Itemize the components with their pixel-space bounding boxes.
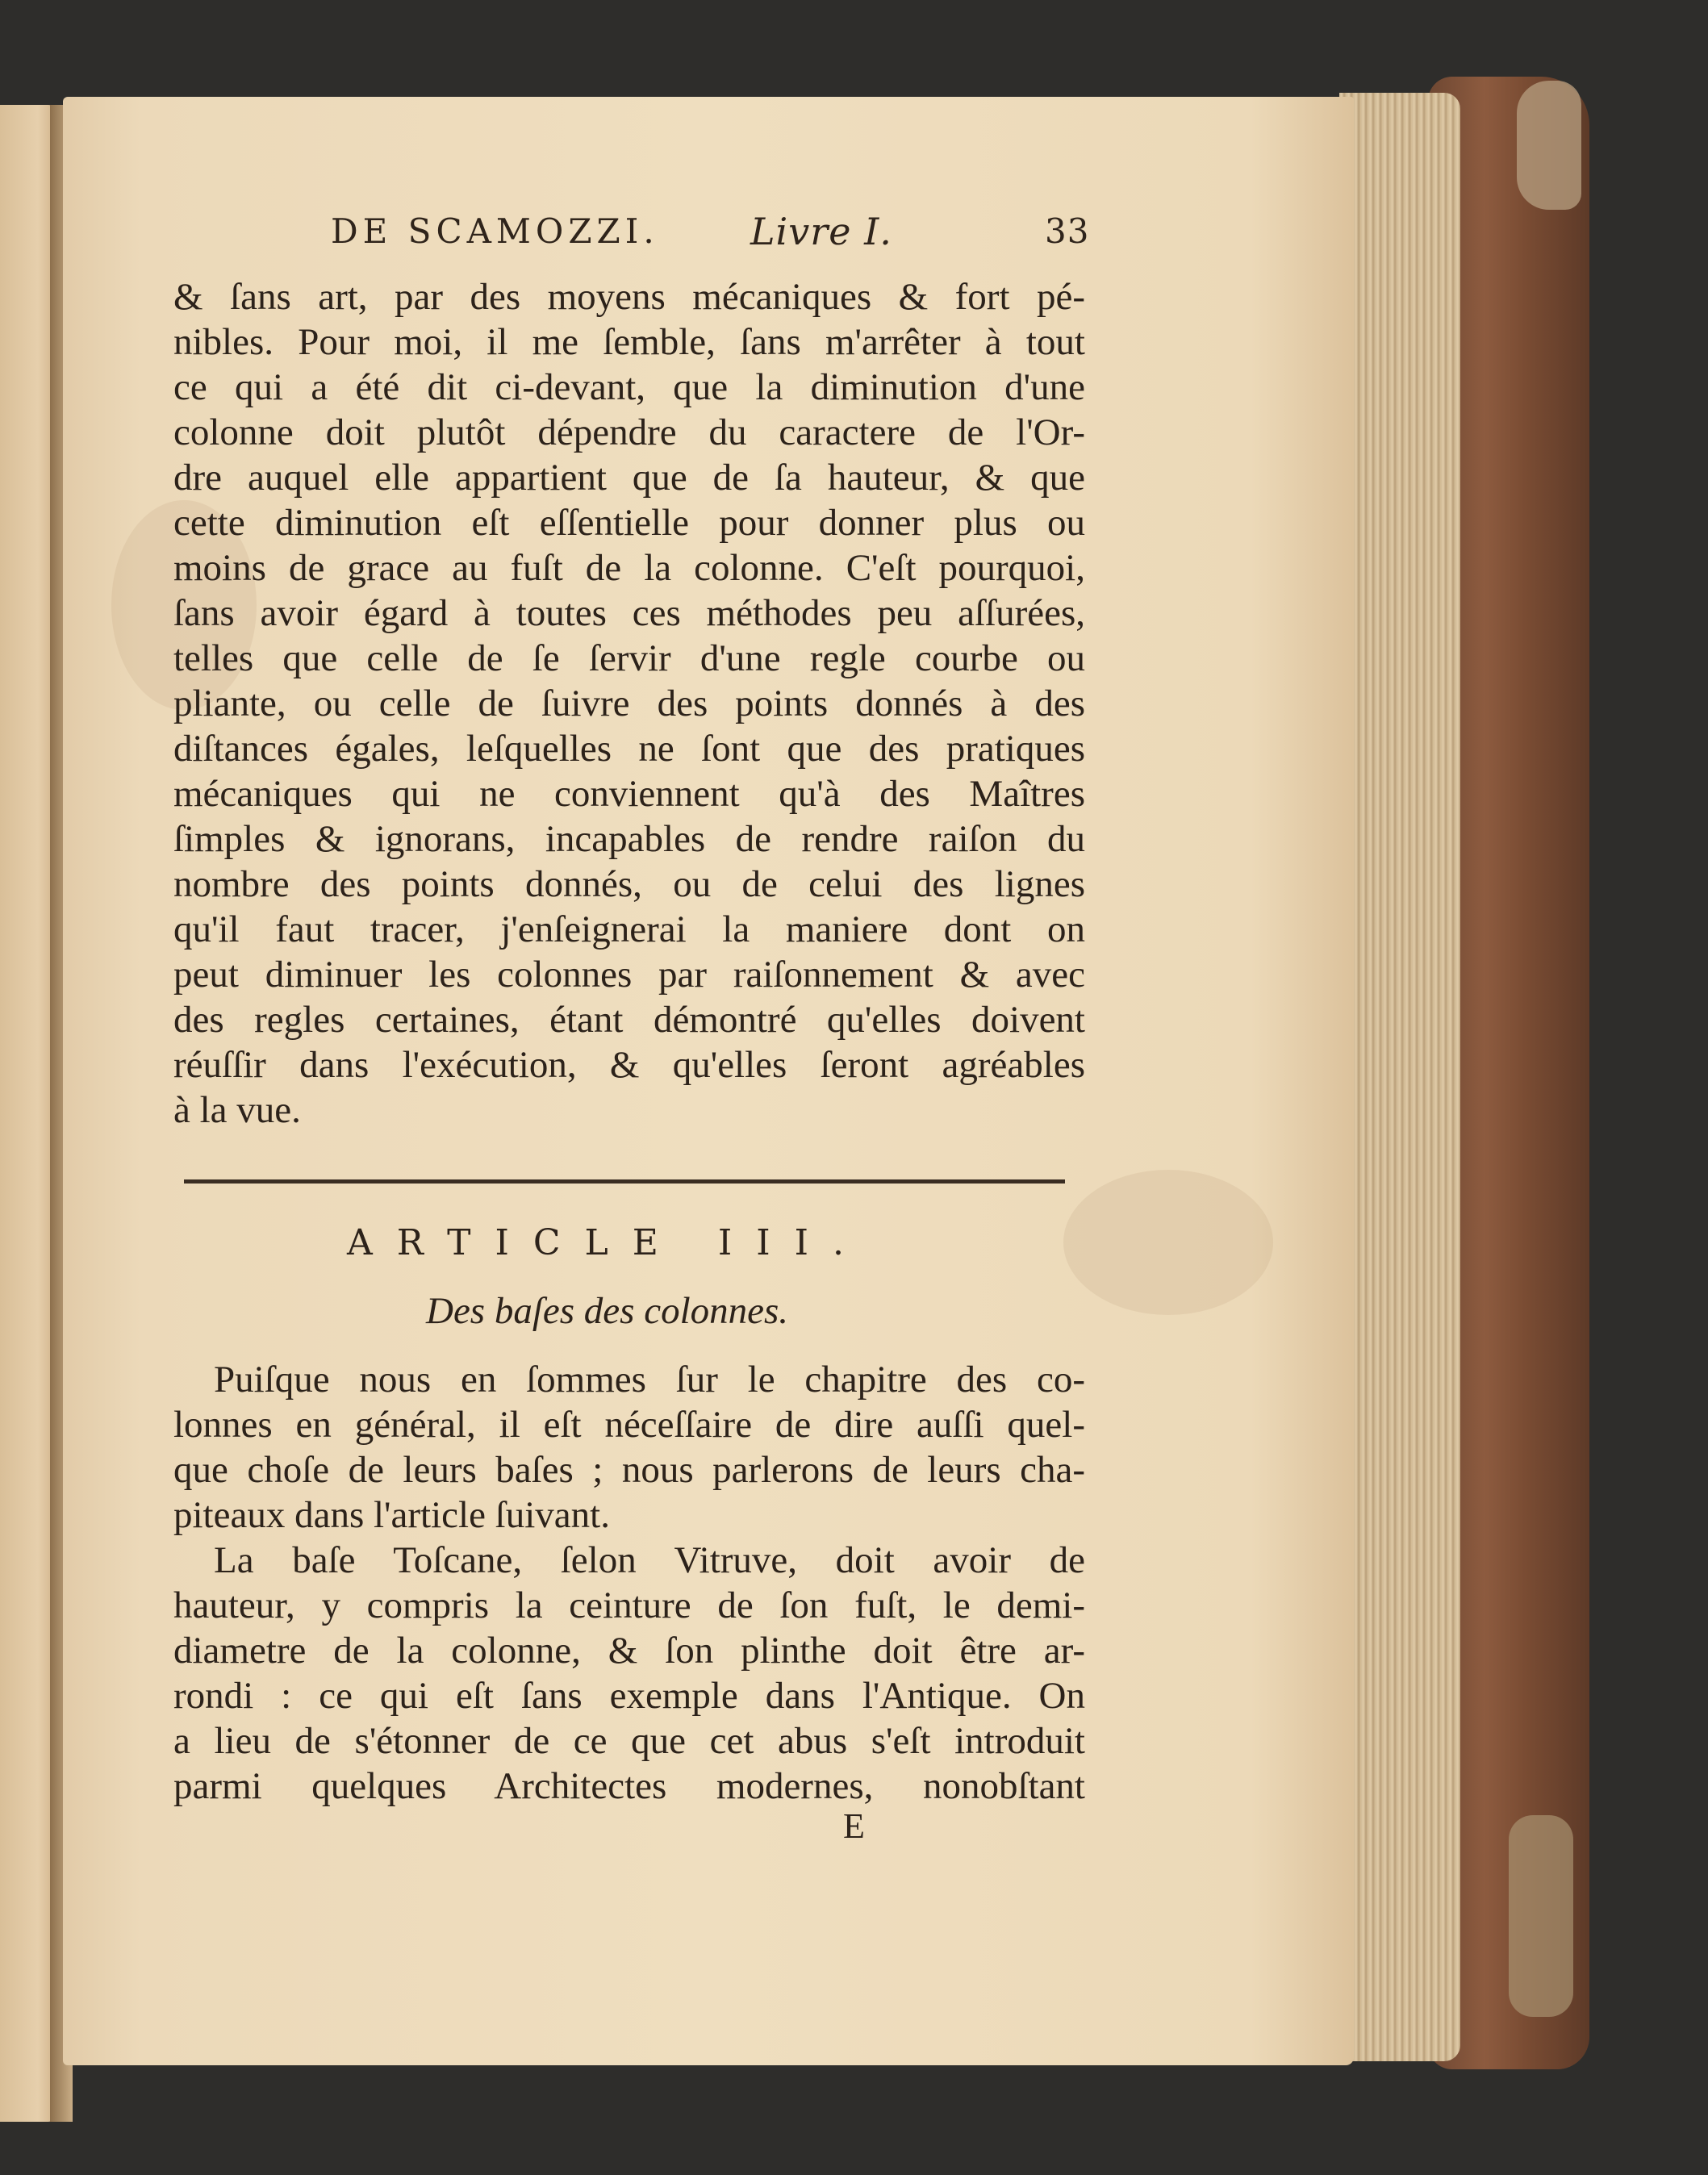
text-line: telles que celle de ſe ſervir d'une regle courbe ou — [173, 637, 1085, 679]
text-line: à la vue. — [173, 1089, 301, 1131]
cover-wear-top — [1517, 81, 1581, 210]
text-line: parmi quelques Architectes modernes, nonobſtant — [173, 1765, 1085, 1807]
running-head-title: DE SCAMOZZI. — [331, 211, 659, 251]
article-subtitle: Des baſes des colonnes. — [426, 1290, 789, 1332]
text-line: ce qui a été dit ci-devant, que la diminution d'une — [173, 366, 1085, 408]
text-line: a lieu de s'étonner de ce que cet abus s'eſt introduit — [173, 1720, 1085, 1762]
text-line: lonnes en général, il eſt néceſſaire de dire auſſi quel- — [173, 1404, 1085, 1446]
text-line: nibles. Pour moi, il me ſemble, ſans m'arrêter à tout — [173, 321, 1085, 363]
page-stack-edges — [1339, 93, 1460, 2061]
text-line: mécaniques qui ne conviennent qu'à des Maîtres — [173, 773, 1085, 815]
text-line: diametre de la colonne, & ſon plinthe doit être ar- — [173, 1630, 1085, 1672]
text-line: nombre des points donnés, ou de celui des lignes — [173, 863, 1085, 905]
signature-mark: E — [843, 1806, 865, 1846]
text-line: diſtances égales, leſquelles ne ſont que des pratiques — [173, 728, 1085, 770]
text-line: & ſans art, par des moyens mécaniques & fort pé- — [173, 276, 1085, 318]
running-head — [331, 211, 1089, 260]
text-line: que choſe de leurs baſes ; nous parlerons de leurs cha- — [173, 1449, 1085, 1491]
text-line: réuſſir dans l'exécution, & qu'elles ſeront agréables — [173, 1044, 1085, 1086]
text-line: moins de grace au fuſt de la colonne. C'eſt pourquoi, — [173, 547, 1085, 589]
text-line: pliante, ou celle de ſuivre des points donnés à des — [173, 683, 1085, 724]
text-line: peut diminuer les colonnes par raiſonnement & avec — [173, 954, 1085, 996]
text-line: cette diminution eſt eſſentielle pour donner plus ou — [173, 502, 1085, 544]
text-line: rondi : ce qui eſt ſans exemple dans l'Antique. On — [173, 1675, 1085, 1717]
text-line: Puiſque nous en ſommes ſur le chapitre des co- — [214, 1359, 1085, 1401]
cover-wear-bottom — [1509, 1815, 1573, 2017]
text-line: qu'il faut tracer, j'enſeignerai la maniere dont on — [173, 908, 1085, 950]
text-line: des regles certaines, étant démontré qu'elles doivent — [173, 999, 1085, 1041]
paper-stain — [1063, 1170, 1273, 1315]
section-rule — [184, 1179, 1065, 1184]
text-line: ſans avoir égard à toutes ces méthodes peu aſſurées, — [173, 592, 1085, 634]
running-head-book: Livre I. — [750, 210, 892, 253]
text-line: La baſe Toſcane, ſelon Vitruve, doit avoir de — [214, 1539, 1085, 1581]
text-line: piteaux dans l'article ſuivant. — [173, 1494, 610, 1536]
article-heading: ARTICLE III. — [347, 1222, 868, 1263]
page-number: 33 — [1045, 211, 1090, 251]
text-line: colonne doit plutôt dépendre du caractere de l'Or- — [173, 411, 1085, 453]
text-line: dre auquel elle appartient que de ſa hauteur, & que — [173, 457, 1085, 499]
text-line: hauteur, y compris la ceinture de ſon fuſt, le demi- — [173, 1584, 1085, 1626]
text-line: ſimples & ignorans, incapables de rendre raiſon du — [173, 818, 1085, 860]
